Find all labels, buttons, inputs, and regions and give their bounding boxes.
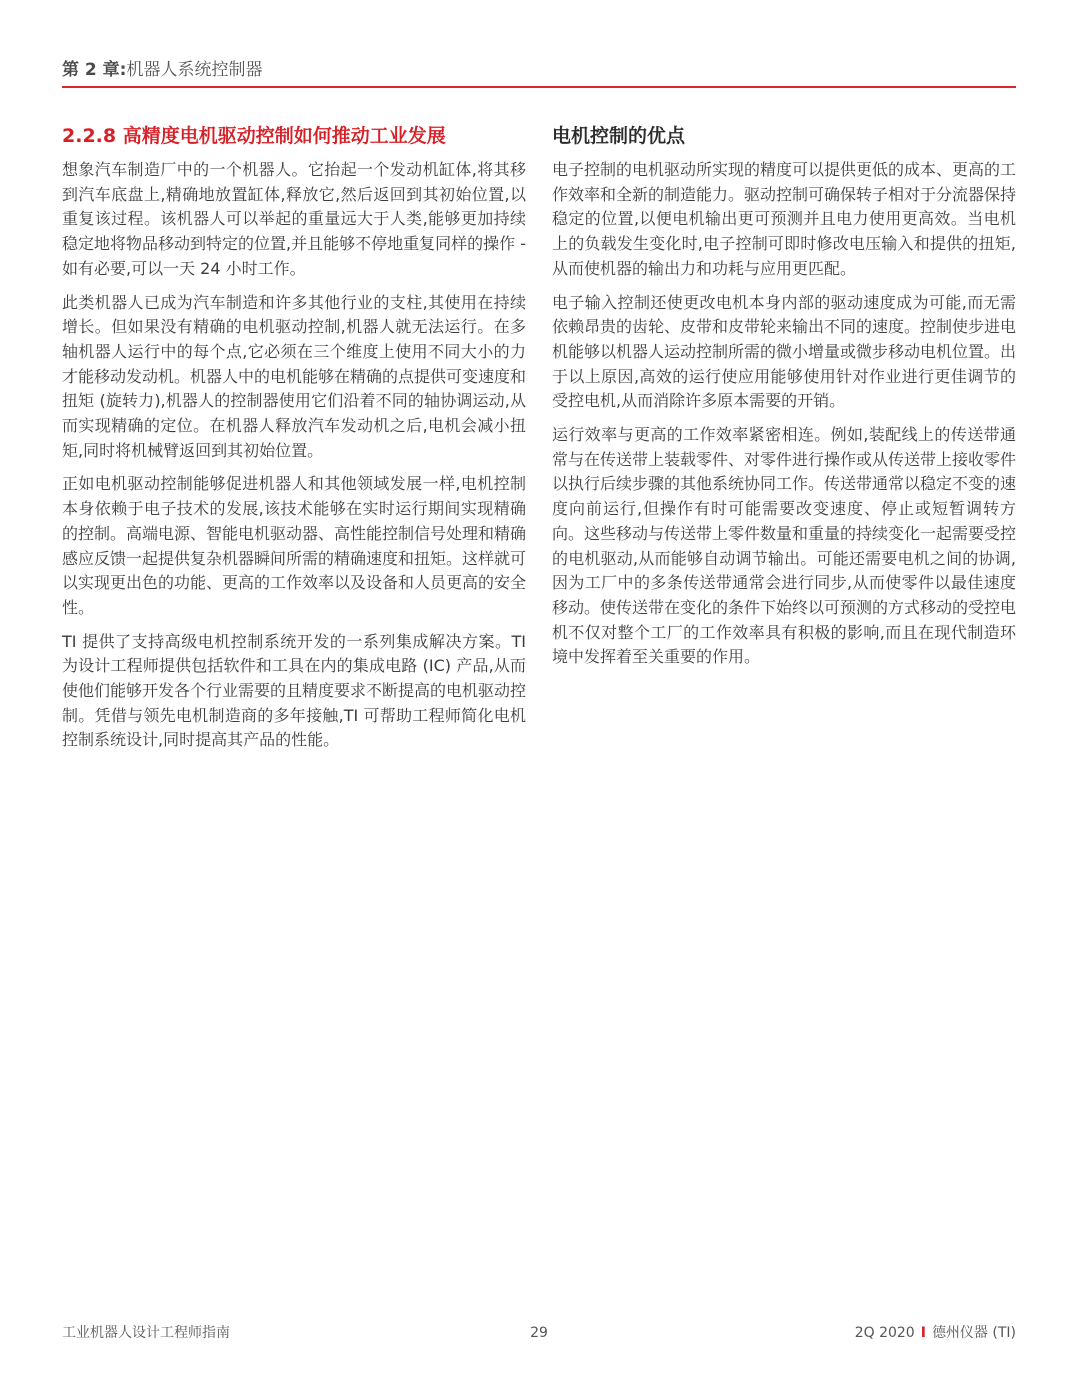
left-column (62, 122, 526, 762)
footer-date: 2Q 2020 (854, 1325, 915, 1341)
page-footer (62, 1322, 1016, 1344)
left-paragraph-2: 此类机器人已成为汽车制造和许多其他行业的支柱,其使用在持续增长。但如果没有精确的电机驱动控制,机器人就无法运行。在多轴机器人运行中的每个点,它必须在三个维度上使用不同大小的力才能移动发动机。机器人中的电机能够在精确的点提供可变速度和扭矩 (旋转力),机器人的控制器使用它们沿着不同的轴协调运动,从而实现精确的定位。在机器人释放汽车发动机之后,电机会减小扭矩,同时将机械臂返回到其初始位置。 (62, 292, 527, 460)
header-divider (62, 86, 1016, 88)
chapter-title: 机器人系统控制器 (126, 60, 263, 80)
right-column (552, 122, 1016, 679)
right-paragraph-3: 运行效率与更高的工作效率紧密相连。例如,装配线上的传送带通常与在传送带上装载零件、对零件进行操作或从传送带上接收零件以执行后续步骤的其他系统协同工作。传送带通常以稳定不变的速度向前运行,但操作有时可能需要改变速度、停止或短暂调转方向。这些移动与传送带上零件数量和重量的持续变化一起需要受控的电机驱动,从而能够自动调节输出。可能还需要电机之间的协调,因为工厂中的多条传送带通常会进行同步,从而使零件以最佳速度移动。使传送带在变化的条件下始终以可预测的方式移动的受控电机不仅对整个工厂的工作效率具有积极的影响,而且在现代制造环境中发挥着至关重要的作用。 (552, 425, 1017, 667)
chapter-label: 第 2 章: (62, 60, 127, 80)
right-paragraph-1: 电子控制的电机驱动所实现的精度可以提供更低的成本、更高的工作效率和全新的制造能力。驱动控制可确保转子相对于分流器保持稳定的位置,以便电机输出更可预测并且电力使用更高效。当电机上的负载发生变化时,电子控制可即时修改电压输入和提供的扭矩,从而使机器的输出力和功耗与应用更匹配。 (552, 160, 1017, 278)
footer-separator: I (920, 1325, 926, 1341)
page-header (62, 58, 1016, 82)
footer-company: 德州仪器 (TI) (931, 1325, 1016, 1341)
right-paragraph-2: 电子输入控制还使更改电机本身内部的驱动速度成为可能,而无需依赖昂贵的齿轮、皮带和皮带轮来输出不同的速度。控制使步进电机能够以机器人运动控制所需的微小增量或微步移动电机位置。出于以上原因,高效的运行使应用能够使用针对作业进行更佳调节的受控电机,从而消除许多原本需要的开销。 (552, 292, 1017, 411)
left-paragraph-3: 正如电机驱动控制能够促进机器人和其他领域发展一样,电机控制本身依赖于电子技术的发展,该技术能够在实时运行期间实现精确的控制。高端电源、智能电机驱动器、高性能控制信号处理和精确感应反馈一起提供复杂机器瞬间所需的精确速度和扭矩。这样就可以实现更出色的功能、更高的工作效率以及设备和人员更高的安全性。 (62, 474, 527, 617)
footer-publisher (855, 1322, 1016, 1344)
left-paragraph-1: 想象汽车制造厂中的一个机器人。它抬起一个发动机缸体,将其移到汽车底盘上,精确地放置缸体,释放它,然后返回到其初始位置,以重复该过程。该机器人可以举起的重量远大于人类,能够更加持续稳定地将物品移动到特定的位置,并且能够不停地重复同样的操作 - 如有必要,可以一天 24 小时工作。 (62, 160, 526, 278)
page-number: 29 (530, 1325, 548, 1341)
section-heading-right: 电机控制的优点 (552, 125, 686, 147)
left-paragraph-4: TI 提供了支持高级电机控制系统开发的一系列集成解决方案。TI 为设计工程师提供包括软件和工具在内的集成电路 (IC) 产品,从而使他们能够开发各个行业需要的且精度要求不断提高的电机驱动控制。凭借与领先电机制造商的多年接触,TI 可帮助工程师简化电机控制系统设计,同时提高其产品的性能。 (62, 631, 527, 750)
footer-guide-title: 工业机器人设计工程师指南 (62, 1325, 230, 1341)
section-heading-left: 2.2.8 高精度电机驱动控制如何推动工业发展 (62, 125, 446, 147)
